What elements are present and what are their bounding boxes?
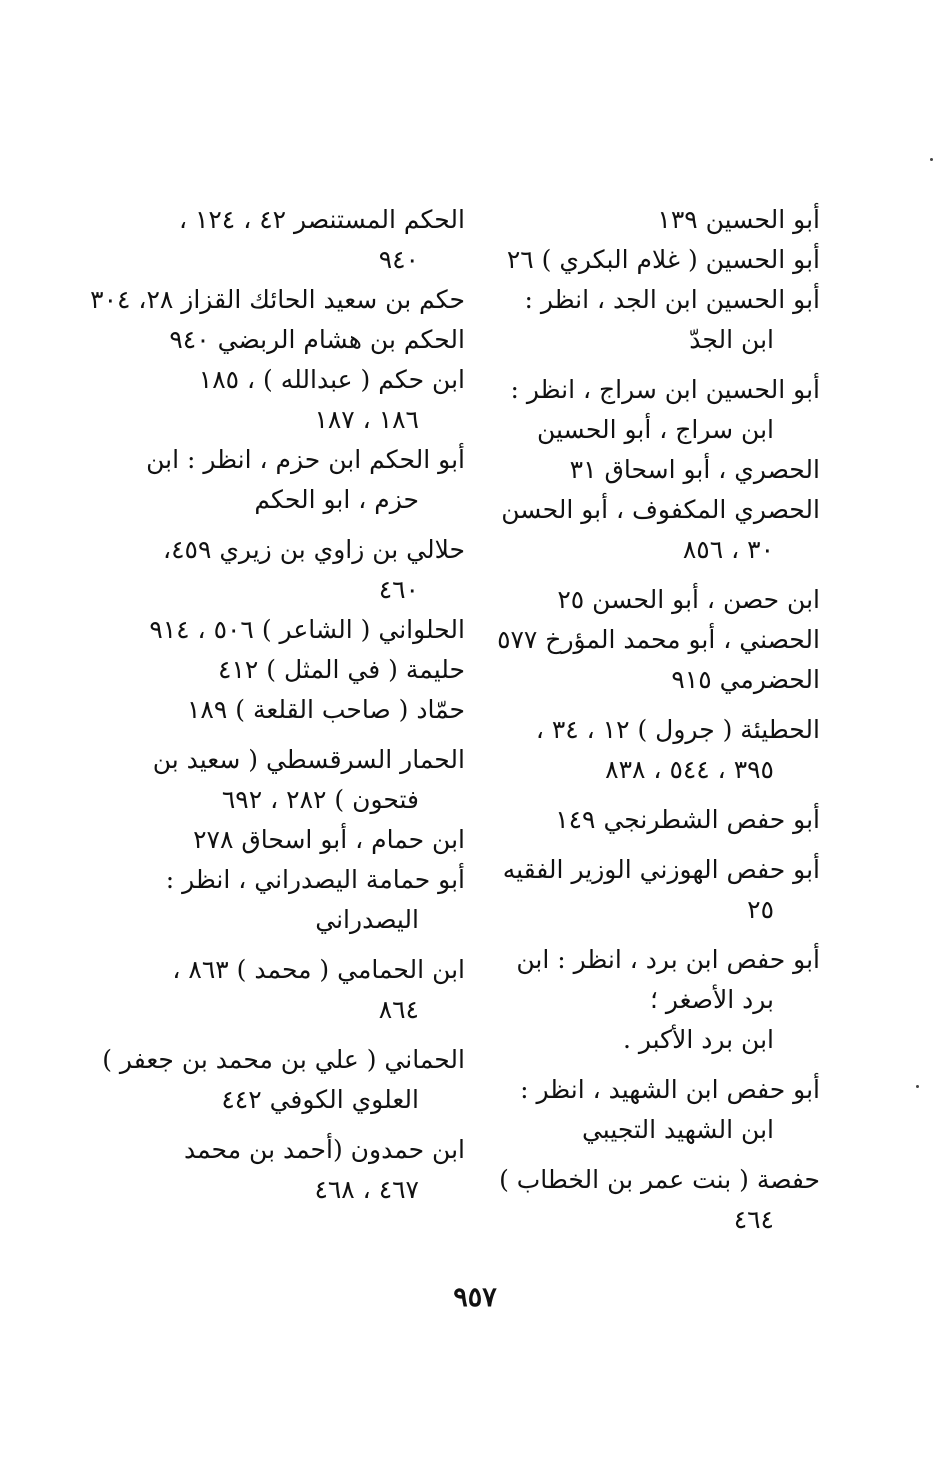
index-entry xyxy=(497,620,820,660)
index-entry-heading: أبو حفص الهوزني الوزير الفقيه xyxy=(502,855,820,884)
index-entry-continuation: ٩٤٠ xyxy=(378,245,419,274)
index-entry xyxy=(500,490,820,570)
index-entry xyxy=(500,370,820,450)
index-entry-continuation: العلوي الكوفي ٤٤٢ xyxy=(221,1085,419,1114)
index-entry xyxy=(150,320,465,360)
index-entry-continuation: ٨٦٤ xyxy=(378,995,419,1024)
index-column-left xyxy=(90,200,465,1210)
index-entry xyxy=(150,950,465,1030)
index-entry-heading: أبو حفص الشطرنجي ١٤٩ xyxy=(555,805,820,834)
index-entry-continuation: ٣٠ ، ٨٥٦ xyxy=(682,535,774,564)
index-entry-continuation: ٤٦٧ ، ٤٦٨ xyxy=(314,1175,419,1204)
index-entry-continuation: حزم ، ابو الحكم xyxy=(254,485,419,514)
index-entry-heading: الحصني ، أبو محمد المؤرخ ٥٧٧ xyxy=(497,625,820,654)
index-entry-continuation: ابن برد الأكبر . xyxy=(622,1025,774,1054)
index-column-right xyxy=(497,200,820,1240)
index-entry xyxy=(150,1130,465,1210)
index-entry-heading: أبو حمامة اليصدراني ، انظر : xyxy=(165,865,465,894)
index-entry xyxy=(500,800,820,840)
index-entry xyxy=(500,280,820,360)
index-entry-heading: أبو الحكم ابن حزم ، انظر : ابن xyxy=(146,445,465,474)
index-entry-heading: الحطيئة ( جرول ) ١٢ ، ٣٤ ، xyxy=(535,715,820,744)
index-entry xyxy=(500,1160,820,1240)
index-entry-heading: الحصري ، أبو اسحاق ٣١ xyxy=(569,455,820,484)
index-entry xyxy=(150,690,465,730)
index-entry-heading: ابن حصن ، أبو الحسن ٢٥ xyxy=(557,585,820,614)
index-entry-continuation: ٣٩٥ ، ٥٤٤ ، ٨٣٨ xyxy=(605,755,774,784)
index-entry-continuation: ١٨٦ ، ١٨٧ xyxy=(314,405,419,434)
index-entry-continuation: ٢٥ xyxy=(747,895,774,924)
index-entry xyxy=(150,650,465,690)
index-entry-heading: الحماني ( علي بن محمد بن جعفر ) xyxy=(102,1045,465,1074)
index-entry xyxy=(150,740,465,820)
index-entry-heading: ابن الحمامي ( محمد ) ٨٦٣ ، xyxy=(172,955,465,984)
index-entry xyxy=(102,1040,465,1120)
index-entry xyxy=(500,710,820,790)
index-entry-continuation: اليصدراني xyxy=(315,905,419,934)
index-entry-continuation: برد الأصغر ؛ xyxy=(649,985,774,1014)
index-entry-heading: أبو الحسين ابن الجد ، انظر : xyxy=(524,285,820,314)
index-entry-continuation: فتحون ) ٢٨٢ ، ٦٩٢ xyxy=(221,785,419,814)
index-entry xyxy=(500,940,820,1060)
index-entry-heading: أبو الحسين ( غلام البكري ) ٢٦ xyxy=(506,245,820,274)
index-entry xyxy=(150,860,465,940)
index-entry-heading: أبو الحسين ابن سراج ، انظر : xyxy=(510,375,820,404)
index-entry-continuation: ٤٦٤ xyxy=(733,1205,774,1234)
index-entry-heading: الحضرمي ٩١٥ xyxy=(671,665,820,694)
index-entry-heading: الحصري المكفوف ، أبو الحسن xyxy=(501,495,820,524)
index-entry-heading: الحكم المستنصر ٤٢ ، ١٢٤ ، xyxy=(178,205,465,234)
index-entry-heading: الحمار السرقسطي ( سعيد بن xyxy=(152,745,465,774)
index-entry-heading: الحكم بن هشام الربضي ٩٤٠ xyxy=(169,325,465,354)
index-entry-heading: حلالي بن زاوي بن زيري ٤٥٩، xyxy=(163,535,465,564)
print-speck xyxy=(930,158,933,161)
index-entry-heading: حفصة ( بنت عمر بن الخطاب ) xyxy=(499,1165,820,1194)
index-entry xyxy=(500,850,820,930)
index-entry xyxy=(150,200,465,280)
index-entry-continuation: ابن الجدّ xyxy=(689,325,774,354)
index-entry xyxy=(150,610,465,650)
index-entry-heading: ابن حمام ، أبو اسحاق ٢٧٨ xyxy=(193,825,465,854)
index-entry-heading: حليمة ( في المثل ) ٤١٢ xyxy=(218,655,465,684)
index-entry-heading: أبو حفص ابن برد ، انظر : ابن xyxy=(516,945,820,974)
index-entry xyxy=(146,440,465,520)
index-entry xyxy=(500,450,820,490)
index-entry-heading: حكم بن سعيد الحائك القزاز ٢٨، ٣٠٤ xyxy=(90,285,465,314)
index-entry-continuation: ابن الشهيد التجيبي xyxy=(581,1115,774,1144)
index-entry xyxy=(150,820,465,860)
index-entry-heading: الحلواني ( الشاعر ) ٥٠٦ ، ٩١٤ xyxy=(149,615,465,644)
print-speck xyxy=(916,1085,919,1088)
page-number: ٩٥٧ xyxy=(453,1282,497,1313)
index-entry xyxy=(500,1070,820,1150)
index-entry xyxy=(150,360,465,440)
index-entry xyxy=(150,530,465,610)
index-entry-heading: أبو حفص ابن الشهيد ، انظر : xyxy=(520,1075,820,1104)
index-entry xyxy=(500,200,820,240)
index-entry-continuation: ابن سراج ، أبو الحسين xyxy=(536,415,774,444)
index-entry-heading: أبو الحسين ١٣٩ xyxy=(657,205,820,234)
index-entry xyxy=(90,280,465,320)
index-entry xyxy=(500,580,820,620)
index-entry-continuation: ٤٦٠ xyxy=(378,575,419,604)
index-entry-heading: حمّاد ( صاحب القلعة ) ١٨٩ xyxy=(187,695,465,724)
index-entry-heading: ابن حكم ( عبدالله ) ، ١٨٥ xyxy=(198,365,465,394)
index-entry-heading: ابن حمدون (أحمد بن محمد xyxy=(183,1135,465,1164)
index-entry xyxy=(500,240,820,280)
index-entry xyxy=(500,660,820,700)
